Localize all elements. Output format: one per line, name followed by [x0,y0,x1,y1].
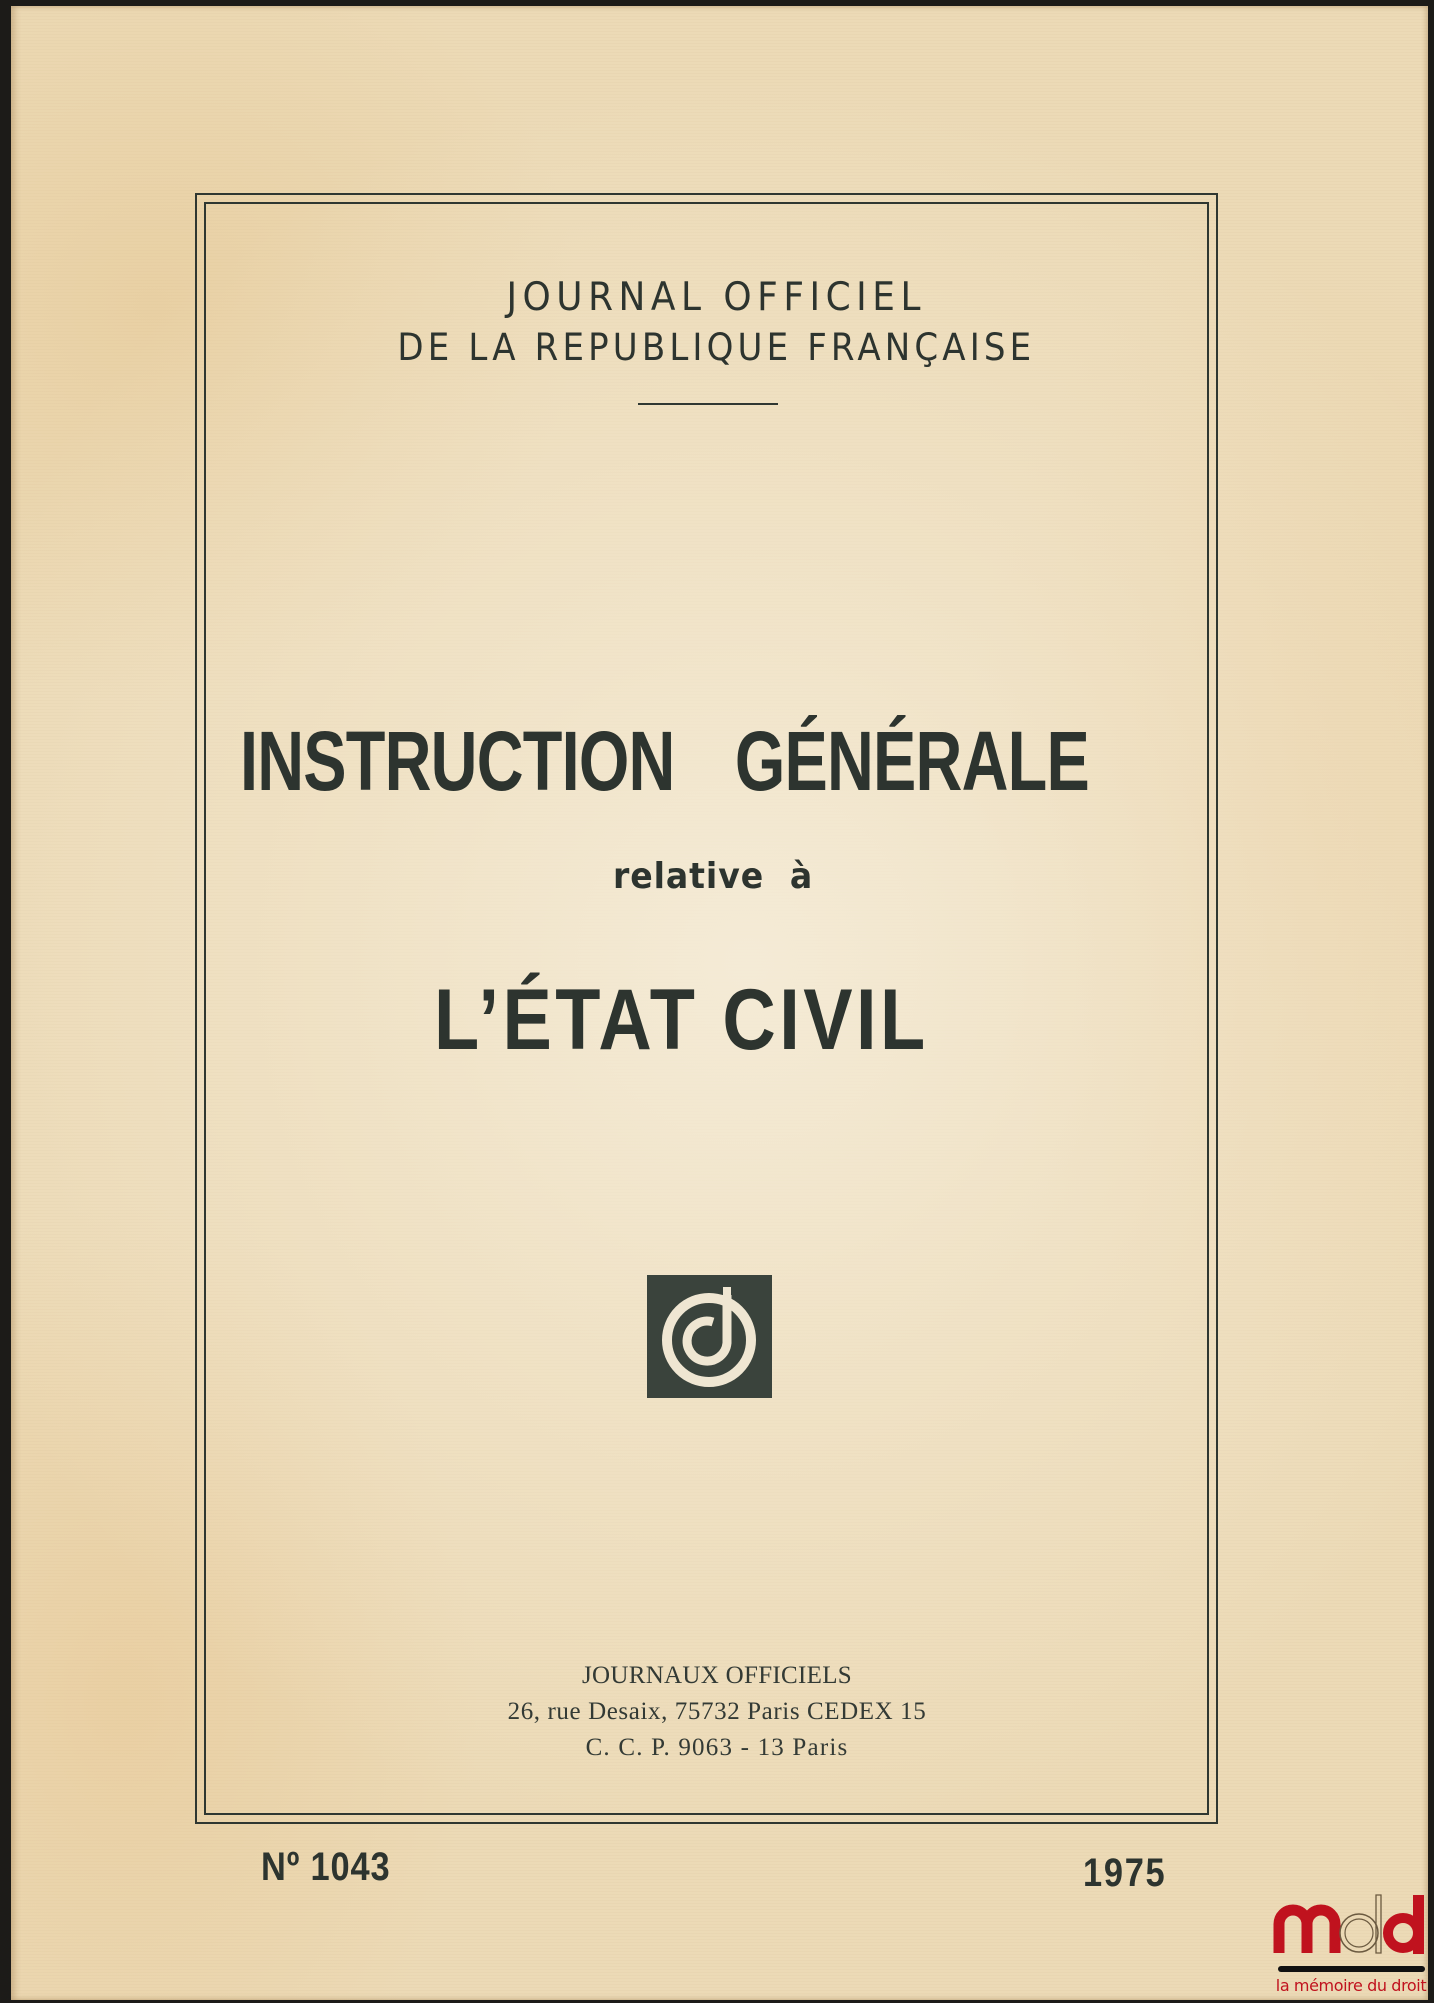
header-republique-francaise: DE LA REPUBLIQUE FRANÇAISE [397,326,1036,369]
connector-relative: relative [613,856,765,897]
title-connector [613,855,813,899]
title-word-instruction: INSTRUCTION [240,714,675,808]
publisher-ccp: C. C. P. 9063 - 13 Paris [585,1734,849,1761]
publisher-address: 26, rue Desaix, 75732 Paris CEDEX 15 [507,1698,927,1725]
header-journal-officiel: JOURNAL OFFICIEL [506,275,926,320]
issue-number: Nº 1043 [261,1845,391,1889]
subject-title: L’ÉTAT CIVIL [434,972,929,1068]
publication-year: 1975 [1083,1851,1167,1895]
mdd-tagline: la mémoire du droit [1275,1976,1427,1995]
journal-officiel-monogram-icon [647,1275,772,1398]
header-divider [638,403,778,405]
connector-a: à [789,856,814,897]
main-title [240,716,1089,806]
publisher-name: JOURNAUX OFFICIELS [581,1662,852,1689]
title-word-generale: GÉNÉRALE [734,714,1089,808]
